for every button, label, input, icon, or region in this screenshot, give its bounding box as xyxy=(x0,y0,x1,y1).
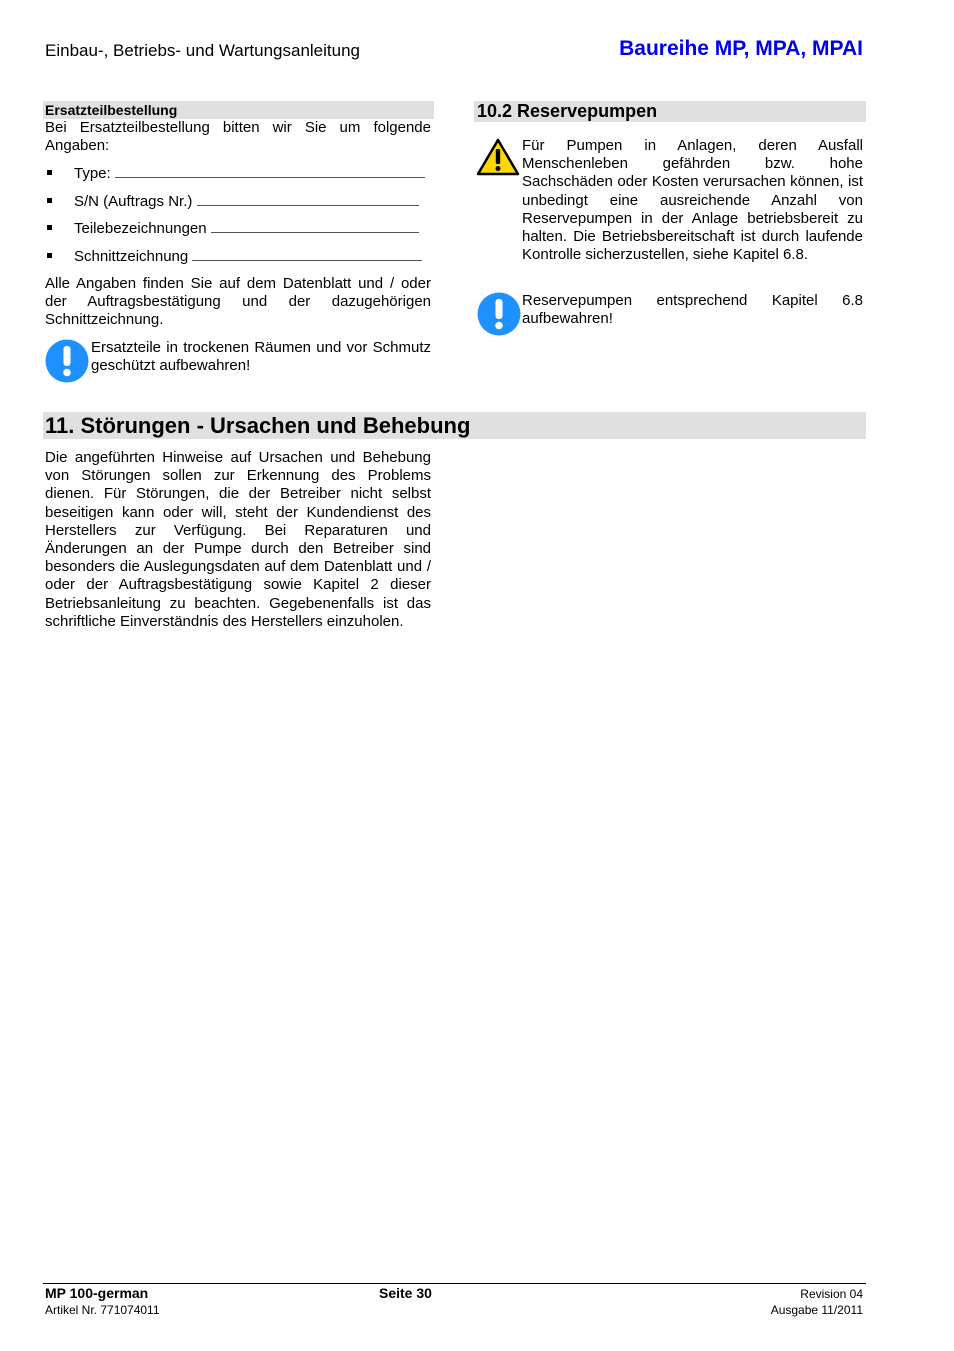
footer-divider xyxy=(43,1283,866,1284)
header-right-title: Baureihe MP, MPA, MPAI xyxy=(619,37,863,60)
fill-line xyxy=(192,247,422,261)
spare-parts-intro: Bei Ersatzteilbestellung bitten wir Sie um folgende Angaben: xyxy=(45,119,431,155)
warning-triangle-icon xyxy=(476,138,520,176)
list-item-label: Teilebezeichnungen xyxy=(74,220,207,237)
storage-notice: Ersatzteile in trockenen Räumen und vor Schmutz geschützt aufbewahren! xyxy=(91,339,431,375)
list-item xyxy=(45,192,431,220)
list-item xyxy=(45,247,431,275)
reserve-pumps-warning: Für Pumpen in Anlagen, deren Ausfall Menschenleben gefährden bzw. hohe Sachschäden oder Kosten verursachen können, ist unbedingt eine ausreichende Anzahl von Reservepumpen in der Anlage betriebsbereit zu halten. Die Betriebsbereitschaft ist durch laufende Kontrolle sicherzustellen, siehe Kapitel 6.8. xyxy=(522,137,863,264)
fill-line xyxy=(211,219,419,233)
header-left-title: Einbau-, Betriebs- und Wartungsanleitung xyxy=(45,41,360,60)
reserve-pumps-notice: Reservepumpen entsprechend Kapitel 6.8 aufbewahren! xyxy=(522,292,863,328)
fill-line xyxy=(115,164,425,178)
footer-doc: MP 100-german xyxy=(45,1285,149,1301)
spare-parts-list xyxy=(45,164,431,274)
list-item-label: Schnittzeichnung xyxy=(74,247,189,265)
footer-edition: Ausgabe 11/2011 xyxy=(770,1303,863,1317)
list-item-label: Type: xyxy=(74,165,111,182)
footer-article: Artikel Nr. 771074011 xyxy=(45,1303,160,1317)
footer-revision: Revision 04 xyxy=(800,1287,863,1301)
list-item-label: S/N (Auftrags Nr.) xyxy=(74,192,193,210)
list-item xyxy=(45,164,431,192)
section-body: Die angeführten Hinweise auf Ursachen und Behebung von Störungen sollen zur Erkennung des Problems dienen. Für Störungen, die der Betreiber nicht selbst beseitigen kann oder will, steht der Kundendienst des Herstellers zur Verfügung. Bei Reparaturen und Änderungen an der Pumpe durch den Betreiber sind besonders die Auslegungsdaten auf dem Datenblatt und / oder der Auftragsbestätigung sowie Kapitel 2 dieser Betriebsanleitung zu beachten. Gegebenenfalls ist das schriftliche Einverständnis des Herstellers einzuholen. xyxy=(45,449,431,630)
spare-parts-note: Alle Angaben finden Sie auf dem Datenblatt und / oder der Auftragsbestätigung und der dazugehörigen Schnittzeichnung. xyxy=(45,275,431,329)
list-item xyxy=(45,219,431,247)
info-exclamation-icon xyxy=(477,292,521,336)
footer-page: Seite 30 xyxy=(379,1285,432,1301)
info-exclamation-icon xyxy=(45,339,89,383)
spare-parts-heading: Ersatzteilbestellung xyxy=(43,101,434,119)
fill-line xyxy=(197,192,419,206)
reserve-pumps-heading: 10.2 Reservepumpen xyxy=(474,101,866,122)
section-heading: 11. Störungen - Ursachen und Behebung xyxy=(43,412,866,439)
